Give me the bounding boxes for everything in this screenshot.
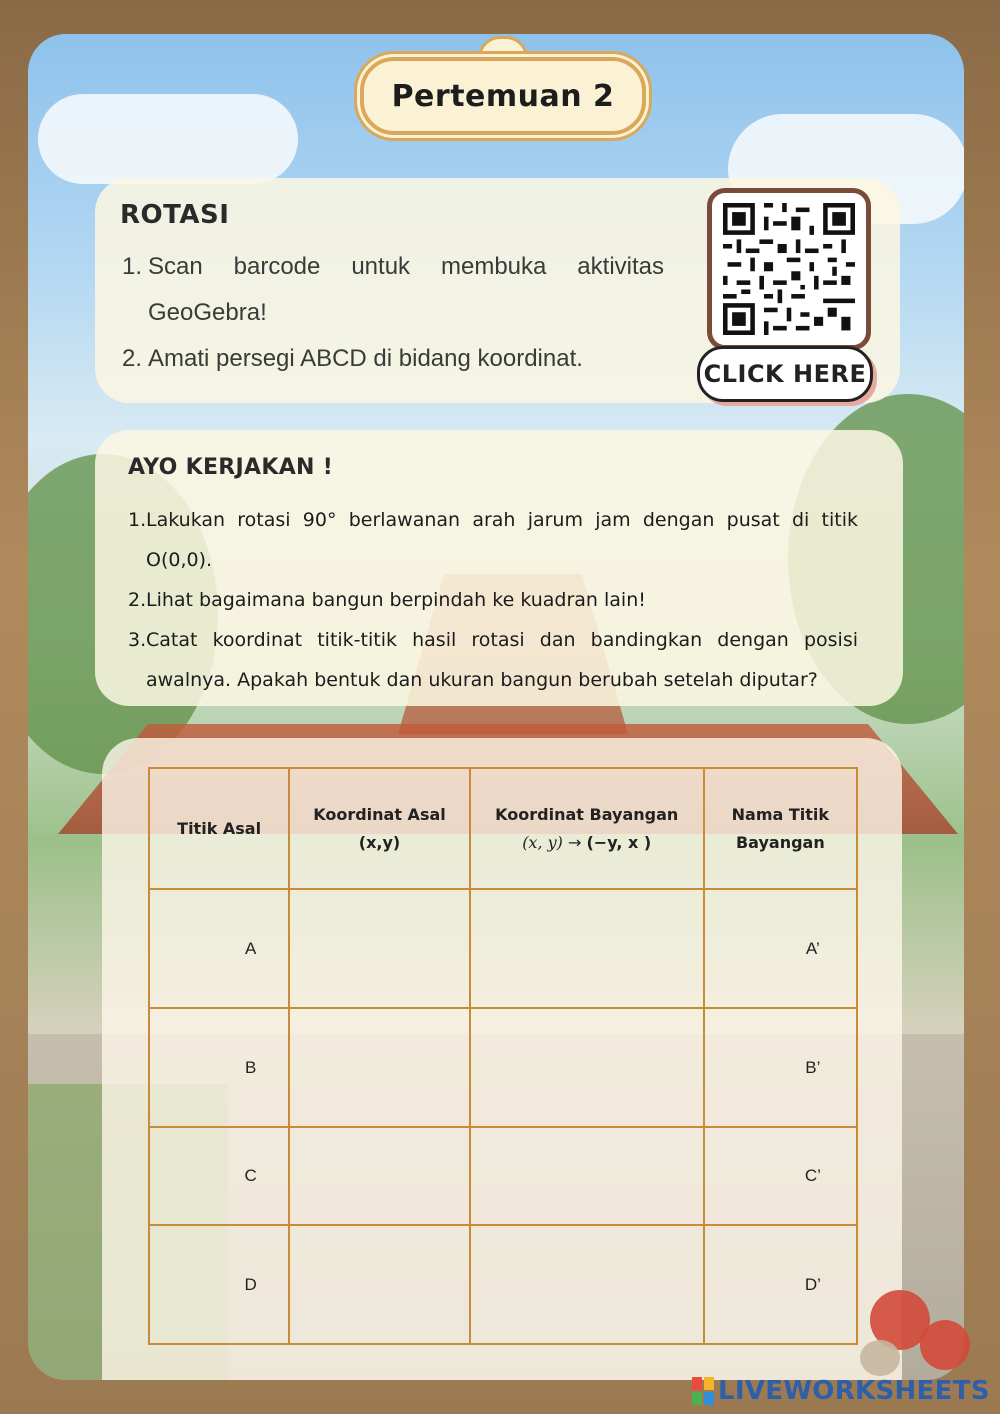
table-row	[149, 889, 857, 1008]
step-line: O(0,0).	[146, 549, 213, 571]
step-number: 2.	[128, 589, 147, 611]
rotasi-steps	[122, 244, 664, 382]
image-coord-input[interactable]	[470, 889, 704, 1008]
header-label: Titik Asal	[177, 818, 262, 838]
header-label: (x,y)	[358, 832, 401, 852]
image-coord-input[interactable]	[470, 1127, 704, 1225]
origin-point: B	[149, 1008, 289, 1127]
coord-input[interactable]	[289, 889, 469, 1008]
title-badge	[360, 57, 646, 135]
coord-input[interactable]	[289, 1127, 469, 1225]
origin-point: C	[149, 1127, 289, 1225]
step-line: GeoGebra!	[148, 299, 267, 326]
formula-part: (x, y)	[522, 832, 563, 852]
table-header-row	[149, 768, 857, 889]
ayo-kerjakan-steps	[128, 500, 858, 700]
rotasi-step-2	[122, 336, 664, 382]
step-line: Scan barcode untuk membuka aktivitas	[148, 253, 664, 280]
step-number: 2.	[122, 345, 143, 372]
image-point: B’	[704, 1008, 857, 1127]
qr-code[interactable]	[707, 188, 871, 350]
qr-icon	[722, 203, 856, 335]
coord-input[interactable]	[289, 1008, 469, 1127]
step-line: awalnya. Apakah bentuk dan ukuran bangun berubah setelah diputar?	[146, 669, 818, 691]
image-coord-input[interactable]	[470, 1225, 704, 1344]
image-coord-input[interactable]	[470, 1008, 704, 1127]
coord-input[interactable]	[289, 1225, 469, 1344]
rotasi-heading: ROTASI	[120, 200, 230, 230]
step-text	[146, 620, 858, 700]
step-number: 3.	[128, 629, 147, 651]
header-label: Koordinat Asal	[313, 804, 446, 824]
liveworksheets-watermark	[692, 1376, 990, 1406]
header-titik-asal	[149, 768, 289, 889]
origin-point: D	[149, 1225, 289, 1344]
page-title: Pertemuan 2	[391, 78, 615, 114]
table-row	[149, 1225, 857, 1344]
formula-part: (−y, x )	[586, 832, 652, 852]
click-here-button[interactable]	[697, 346, 873, 402]
image-point: D’	[704, 1225, 857, 1344]
table-row	[149, 1008, 857, 1127]
step-line: Lihat bagaimana bangun berpindah ke kuadran lain!	[146, 589, 646, 611]
task-step-3	[128, 620, 858, 700]
flower-decoration	[860, 1340, 900, 1376]
step-line: Amati persegi ABCD di bidang koordinat.	[148, 345, 583, 372]
watermark-text: LIVEWORKSHEETS	[718, 1376, 990, 1406]
task-step-1	[128, 500, 858, 580]
header-koordinat-bayangan	[470, 768, 704, 889]
flower-decoration	[920, 1320, 970, 1370]
step-number: 1.	[122, 253, 143, 280]
ayo-kerjakan-heading: AYO KERJAKAN !	[128, 455, 334, 480]
step-line: Catat koordinat titik-titik hasil rotasi dan bandingkan dengan posisi	[146, 629, 858, 651]
liveworksheets-logo-icon	[692, 1377, 714, 1405]
header-nama-titik-bayangan	[704, 768, 857, 889]
image-point: C’	[704, 1127, 857, 1225]
table-row	[149, 1127, 857, 1225]
click-here-label: CLICK HERE	[703, 360, 867, 388]
origin-point: A	[149, 889, 289, 1008]
header-formula	[472, 829, 702, 857]
header-label: Nama Titik	[731, 804, 830, 824]
cloud	[38, 94, 298, 184]
rotation-table	[148, 767, 858, 1345]
step-number: 1.	[128, 509, 147, 531]
header-label: Bayangan	[735, 832, 825, 852]
header-koordinat-asal	[289, 768, 469, 889]
step-text	[148, 244, 664, 336]
step-text	[146, 500, 858, 580]
header-label: Koordinat Bayangan	[495, 804, 679, 824]
step-line: Lakukan rotasi 90° berlawanan arah jarum jam dengan pusat di titik	[146, 509, 858, 531]
image-point: A’	[704, 889, 857, 1008]
rotasi-step-1	[122, 244, 664, 336]
task-step-2	[128, 580, 858, 620]
arrow-icon: →	[562, 832, 587, 852]
